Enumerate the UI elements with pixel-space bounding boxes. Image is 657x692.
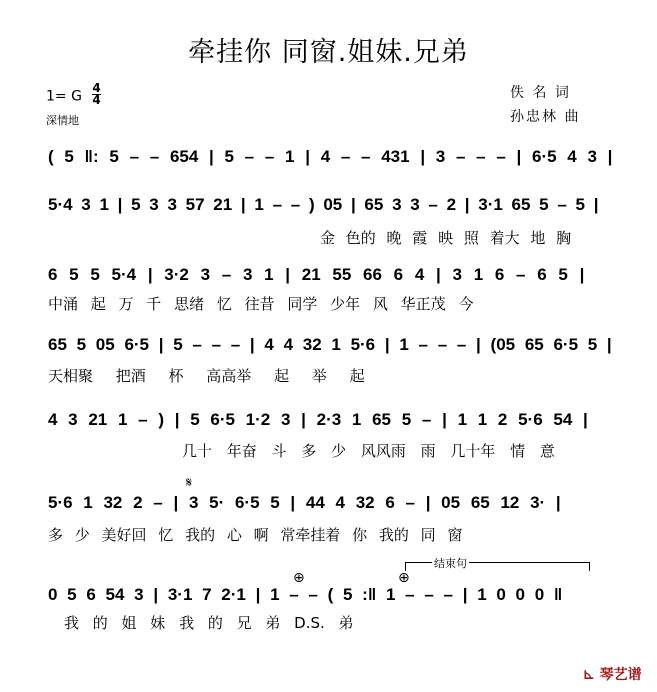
score-row-7 [0,580,657,640]
time-top: 4 [92,81,101,95]
watermark-text: 琴艺谱 [599,667,642,683]
score-row-2 [0,190,657,250]
lyrics-line: 中涌 起 万 千 思绪 忆 往昔 同学 少年 风 华正茂 今 [48,295,474,313]
notation-line: 0 5 6 54 3 | 3·1 7 2·1 | 1 – – ( 5 :‖ 1 – – – | 1 0 0 0 ‖ [48,585,563,604]
key-label: 1= G [46,88,82,105]
coda-icon: ⊕ [293,570,305,586]
notation-line: ( 5 ‖: 5 – – 654 | 5 – – 1 | 4 – – 431 | 3 – – – | 6·5 4 3 | [48,147,613,166]
tempo-marking: 深情地 [46,114,79,127]
lyricist-credit: 佚 名 词 [510,85,571,101]
lyrics-line: 天相聚 把酒 杯 高高举 起 举 起 [48,367,365,385]
composer-credit: 孙忠林 曲 [510,109,581,125]
time-bottom: 4 [92,93,101,107]
lyrics-line: 几十 年奋 斗 多 少 风风雨 雨 几十年 情 意 [182,442,555,460]
segno-icon: 𝄋 [186,475,193,491]
score-row-6 [0,488,657,548]
notation-line: 5·4 3 1 | 5 3 3 57 21 | 1 – – ) 05 | 65 3 3 – 2 | 3·1 65 5 – 5 | [48,195,599,214]
notation-line: 5·6 1 32 2 – | 3 5· 6·5 5 | 44 4 32 6 – | 05 65 12 3· | [48,493,561,512]
notation-line: 65 5 05 6·5 | 5 – – – | 4 4 32 1 5·6 | 1 – – – | (05 65 6·5 5 | [48,335,612,354]
coda-icon-2: ⊕ [398,570,410,586]
notation-line: 4 3 21 1 – ) | 5 6·5 1·2 3 | 2·3 1 65 5 – | 1 1 2 5·6 54 | [48,410,588,429]
time-signature [92,83,100,106]
qinyipu-logo-icon: ⊾ [583,667,595,683]
lyrics-line: 金 色的 晚 霞 映 照 着大 地 胸 [320,229,572,247]
score-row-3 [0,260,657,320]
lyrics-line: 多 少 美好回 忆 我的 心 啊 常牵挂着 你 我的 同 窗 [48,526,463,544]
song-title: 牵挂你 同窗.姐妹.兄弟 [188,37,469,68]
ending-label: 结束句 [434,557,467,570]
lyrics-line: 我 的 姐 妹 我 的 兄 弟 D.S. 弟 [64,614,354,632]
score-row-5 [0,405,657,465]
notation-line: 6 5 5 5·4 | 3·2 3 – 3 1 | 21 55 66 6 4 | 3 1 6 – 6 5 | [48,265,585,284]
score-row-4 [0,330,657,390]
key-signature [46,81,101,108]
watermark [583,664,642,684]
